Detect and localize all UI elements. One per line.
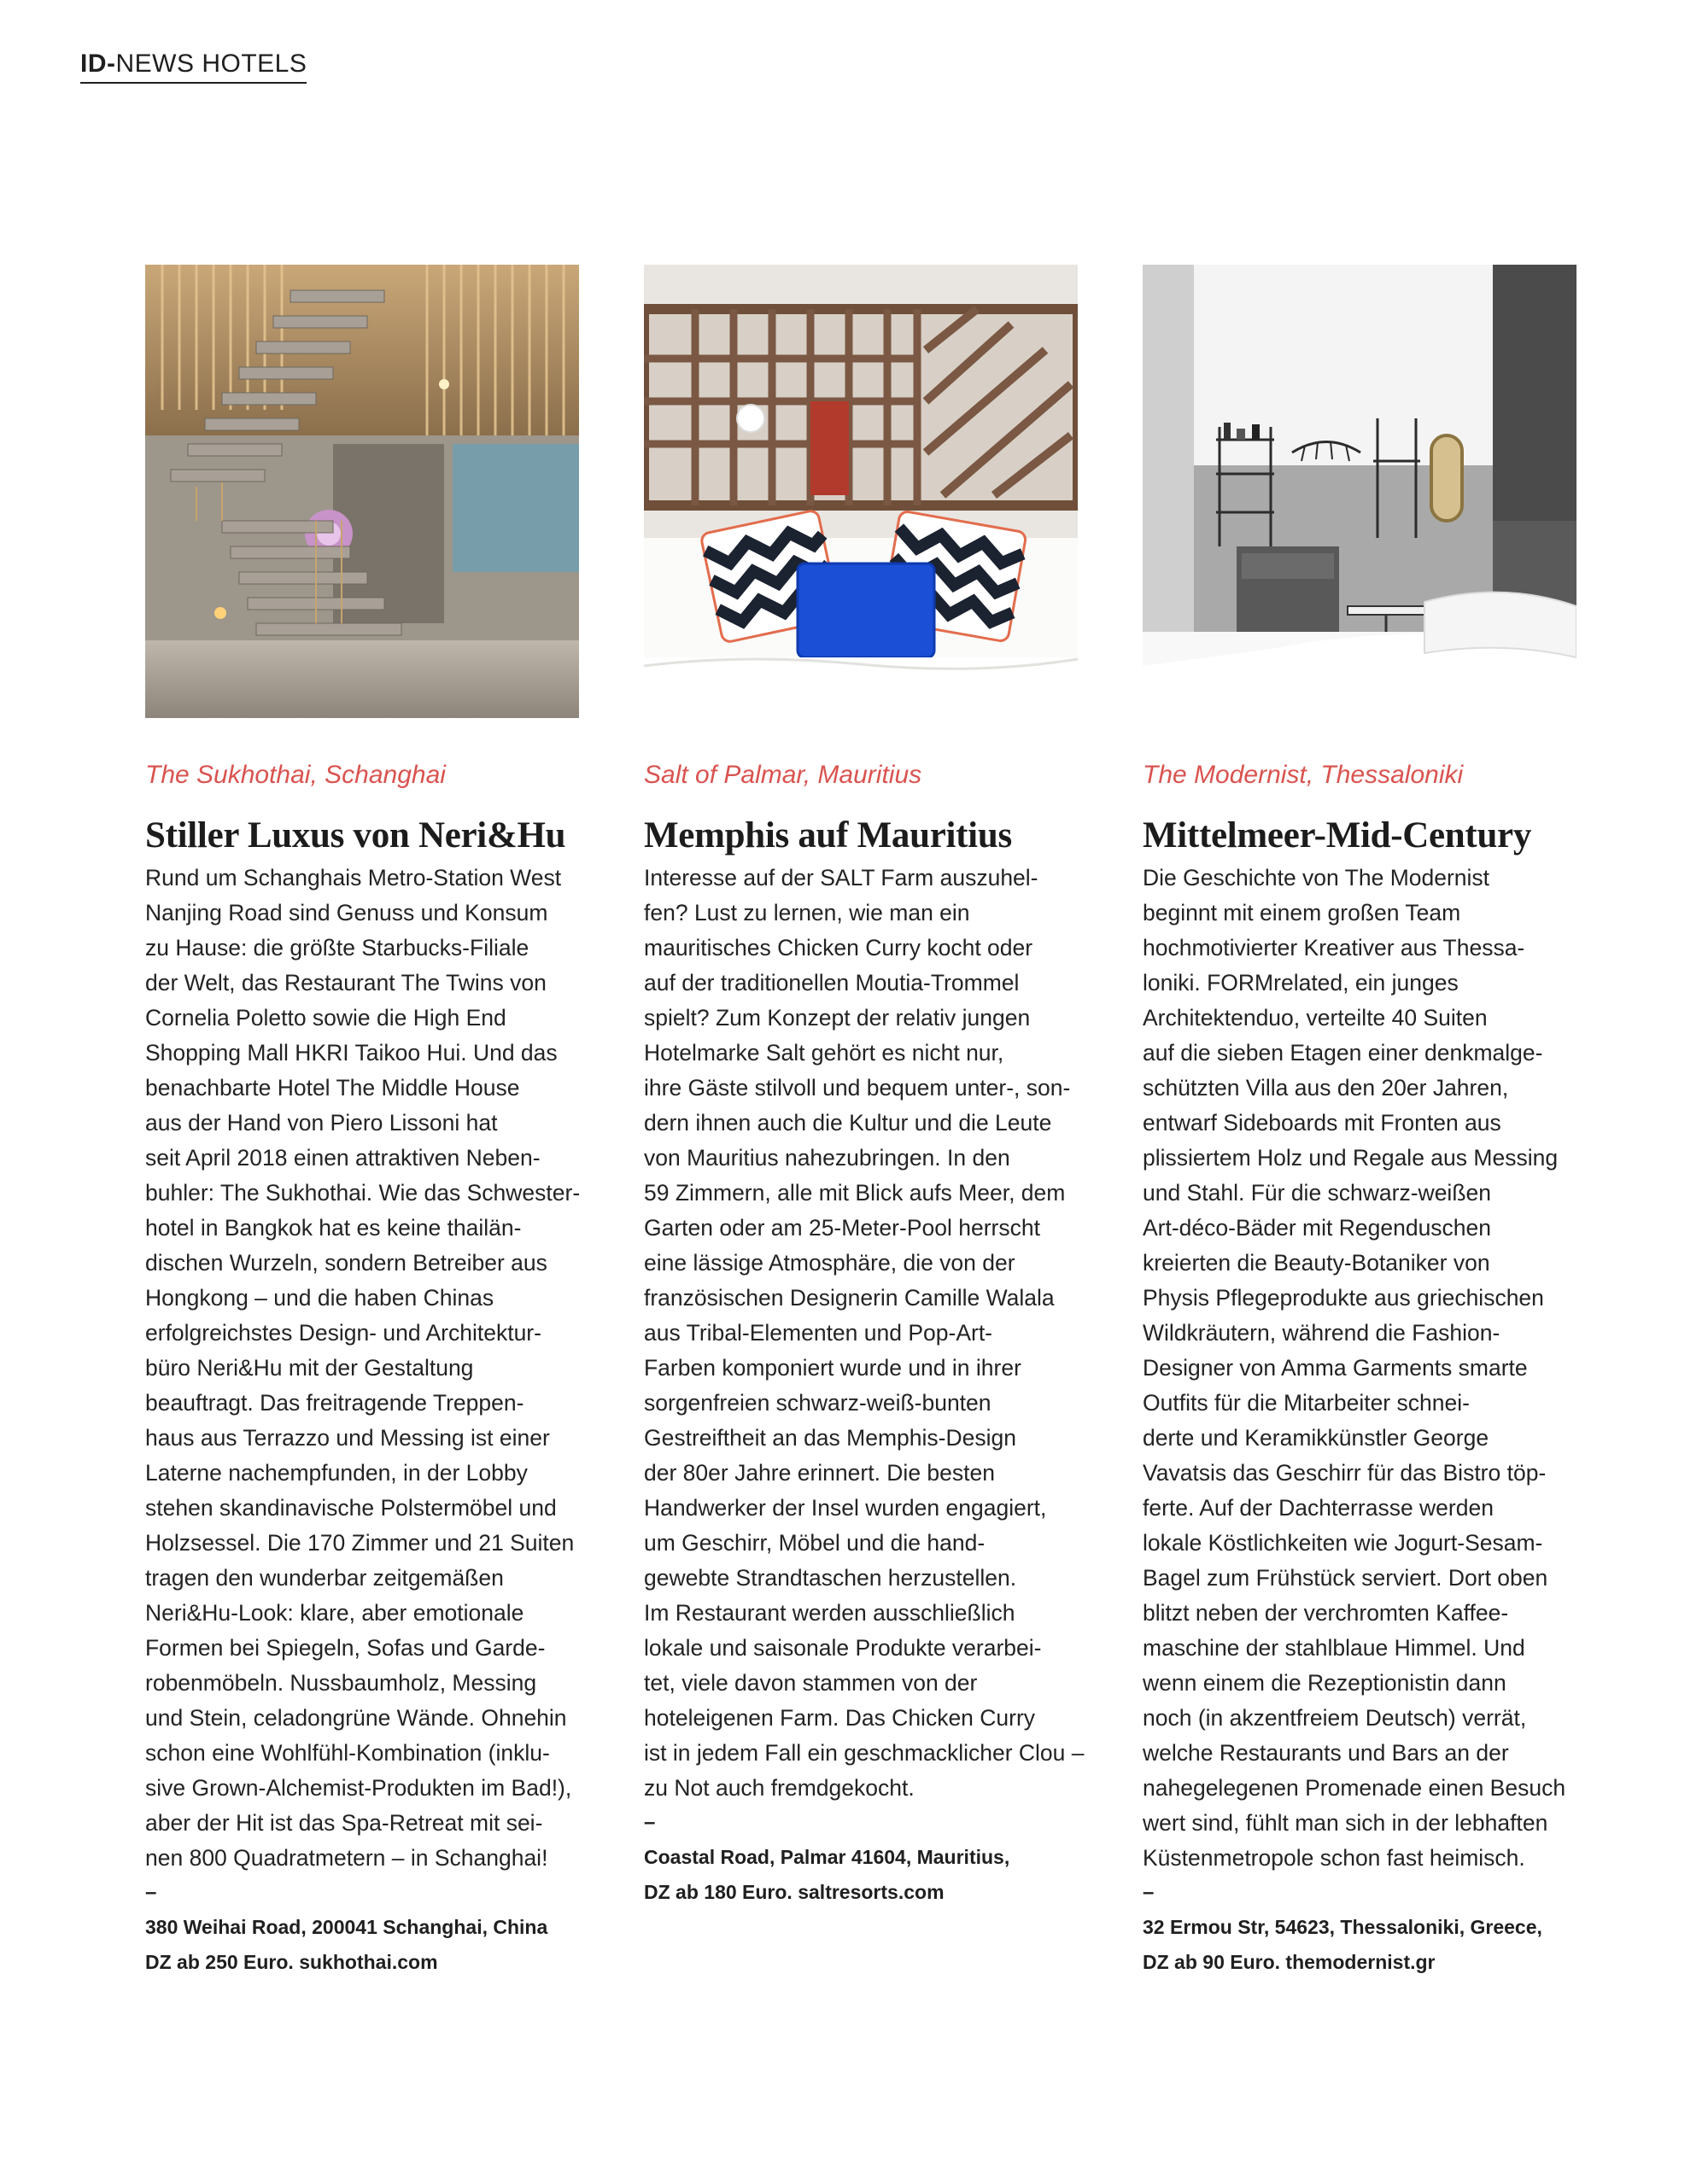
body-line: Rund um Schanghais Metro-Station West <box>145 865 562 891</box>
body-line: französischen Designerin Camille Walala <box>644 1285 1055 1311</box>
body-line: Holzsessel. Die 170 Zimmer und 21 Suiten <box>145 1530 575 1556</box>
body-line: derte und Keramikkünstler George <box>1143 1425 1489 1451</box>
body-line: Interesse auf der SALT Farm auszuhel- <box>644 865 1038 891</box>
article-body <box>644 861 1085 1806</box>
body-line: auf die sieben Etagen einer denkmalge- <box>1143 1040 1543 1066</box>
body-line: maschine der stahlblaue Himmel. Und <box>1143 1635 1525 1661</box>
body-line: beauftragt. Das freitragende Treppen- <box>145 1390 524 1416</box>
body-line: Art-déco-Bäder mit Regenduschen <box>1143 1215 1492 1241</box>
body-line: haus aus Terrazzo und Messing ist einer <box>145 1425 550 1451</box>
body-line: robenmöbeln. Nussbaumholz, Messing <box>145 1670 537 1696</box>
separator-dash: – <box>145 1881 157 1904</box>
body-line: Nanjing Road sind Genuss und Konsum <box>145 900 548 926</box>
body-line: und Stein, celadongrüne Wände. Ohnehin <box>145 1705 567 1731</box>
body-line: loniki. FORMrelated, ein junges <box>1143 970 1459 996</box>
body-line: welche Restaurants und Bars an der <box>1143 1740 1509 1766</box>
body-line: wenn einem die Rezeptionistin dann <box>1143 1670 1506 1696</box>
body-line: fen? Lust zu lernen, wie man ein <box>644 900 970 926</box>
body-line: und Stahl. Für die schwarz-weißen <box>1143 1180 1491 1206</box>
body-line: erfolgreichstes Design- und Architektur- <box>145 1320 541 1346</box>
hotel-location: Salt of Palmar, Mauritius <box>644 761 922 789</box>
body-line: Shopping Mall HKRI Taikoo Hui. Und das <box>145 1040 558 1066</box>
body-line: lokale Köstlichkeiten wie Jogurt-Sesam- <box>1143 1530 1543 1556</box>
article-salt-of-palmar <box>644 265 1085 1910</box>
body-line: Formen bei Spiegeln, Sofas und Garde- <box>145 1635 546 1661</box>
body-line: sive Grown-Alchemist-Produkten im Bad!), <box>145 1775 572 1801</box>
body-line: hotel in Bangkok hat es keine thailän- <box>145 1215 522 1241</box>
body-line: wert sind, fühlt man sich in der lebhaften <box>1143 1810 1548 1836</box>
article-sukhothai <box>145 265 579 1980</box>
article-headline: Mittelmeer-Mid-Century <box>1143 815 1532 855</box>
hotel-photo-bedroom <box>644 265 1078 718</box>
bed-pillows-image <box>644 265 1078 718</box>
body-line: Designer von Amma Garments smarte <box>1143 1355 1528 1381</box>
body-line: dern ihnen auch die Kultur und die Leute <box>644 1110 1052 1136</box>
article-body <box>1143 861 1576 1876</box>
body-line: Vavatsis das Geschirr für das Bistro töp- <box>1143 1460 1547 1486</box>
body-line: beginnt mit einem großen Team <box>1143 900 1461 926</box>
body-line: Gestreiftheit an das Memphis-Design <box>644 1425 1016 1451</box>
body-line: um Geschirr, Möbel und die hand- <box>644 1530 986 1556</box>
body-line: Cornelia Poletto sowie die High End <box>145 1005 506 1031</box>
body-line: Hotelmarke Salt gehört es nicht nur, <box>644 1040 1004 1066</box>
body-line: sorgenfreien schwarz-weiß-bunten <box>644 1390 991 1416</box>
body-line: nen 800 Quadratmetern – in Schanghai! <box>145 1845 548 1871</box>
body-line: gewebte Strandtaschen herzustellen. <box>644 1565 1017 1591</box>
body-line: Küstenmetropole schon fast heimisch. <box>1143 1845 1525 1871</box>
staircase-lobby-image <box>145 265 579 718</box>
body-line: schon eine Wohlfühl-Kombination (inklu- <box>145 1740 550 1766</box>
body-line: ist in jedem Fall ein geschmacklicher Clou – <box>644 1740 1085 1766</box>
body-line: mauritisches Chicken Curry kocht oder <box>644 935 1033 961</box>
body-line: eine lässige Atmosphäre, die von der <box>644 1250 1015 1276</box>
body-line: tragen den wunderbar zeitgemäßen <box>145 1565 504 1591</box>
body-line: blitzt neben der verchromten Kaffee- <box>1143 1600 1509 1626</box>
body-line: Architektenduo, verteilte 40 Suiten <box>1143 1005 1488 1031</box>
body-line: Hongkong – und die haben Chinas <box>145 1285 494 1311</box>
body-line: tet, viele davon stammen von der <box>644 1670 978 1696</box>
body-line: benachbarte Hotel The Middle House <box>145 1075 520 1101</box>
body-line: Laterne nachempfunden, in der Lobby <box>145 1460 528 1486</box>
body-line: plissiertem Holz und Regale aus Messing <box>1143 1145 1559 1171</box>
hotel-photo-staircase <box>145 265 579 718</box>
hotel-photo-room <box>1143 265 1576 718</box>
body-line: von Mauritius nahezubringen. In den <box>644 1145 1010 1171</box>
body-line: aus der Hand von Piero Lissoni hat <box>145 1110 498 1136</box>
article-headline: Stiller Luxus von Neri&Hu <box>145 815 566 855</box>
body-line: schützten Villa aus den 20er Jahren, <box>1143 1075 1509 1101</box>
body-line: Garten oder am 25-Meter-Pool herrscht <box>644 1215 1040 1241</box>
body-line: aber der Hit ist das Spa-Retreat mit sei- <box>145 1810 543 1836</box>
body-line: zu Not auch fremdgekocht. <box>644 1775 915 1801</box>
magazine-brand: ID- <box>80 50 116 78</box>
separator-dash: – <box>1143 1881 1155 1904</box>
article-headline: Memphis auf Mauritius <box>644 815 1012 855</box>
body-line: noch (in akzentfreiem Deutsch) verrät, <box>1143 1705 1527 1731</box>
body-line: der Welt, das Restaurant The Twins von <box>145 970 547 996</box>
modern-room-image <box>1143 265 1576 718</box>
body-line: Die Geschichte von The Modernist <box>1143 865 1490 891</box>
hotel-address: Coastal Road, Palmar 41604, Mauritius, <box>644 1846 1010 1868</box>
separator-dash: – <box>644 1811 656 1834</box>
hotel-price-website: DZ ab 180 Euro. saltresorts.com <box>644 1881 945 1903</box>
body-line: Farben komponiert wurde und in ihrer <box>644 1355 1021 1381</box>
body-line: nahegelegenen Promenade einen Besuch <box>1143 1775 1566 1801</box>
hotel-address: 380 Weihai Road, 200041 Schanghai, China <box>145 1916 548 1938</box>
body-line: hochmotivierter Kreativer aus Thessa- <box>1143 935 1525 961</box>
body-line: ferte. Auf der Dachterrasse werden <box>1143 1495 1494 1521</box>
article-body <box>145 861 579 1876</box>
section-tag <box>80 50 307 84</box>
section-name: NEWS HOTELS <box>115 50 307 78</box>
body-line: Bagel zum Frühstück serviert. Dort oben <box>1143 1565 1548 1591</box>
body-line: dischen Wurzeln, sondern Betreiber aus <box>145 1250 547 1276</box>
body-line: entwarf Sideboards mit Fronten aus <box>1143 1110 1501 1136</box>
body-line: Neri&Hu-Look: klare, aber emotionale <box>145 1600 524 1626</box>
body-line: aus Tribal-Elementen und Pop-Art- <box>644 1320 993 1346</box>
body-line: Physis Pflegeprodukte aus griechischen <box>1143 1285 1544 1311</box>
article-modernist <box>1143 265 1576 1980</box>
hotel-price-website: DZ ab 250 Euro. sukhothai.com <box>145 1951 438 1973</box>
body-line: seit April 2018 einen attraktiven Neben- <box>145 1145 541 1171</box>
body-line: büro Neri&Hu mit der Gestaltung <box>145 1355 474 1381</box>
body-line: zu Hause: die größte Starbucks-Filiale <box>145 935 529 961</box>
body-line: 59 Zimmern, alle mit Blick aufs Meer, dem <box>644 1180 1066 1206</box>
hotel-location: The Sukhothai, Schanghai <box>145 761 446 789</box>
hotel-address: 32 Ermou Str, 54623, Thessaloniki, Greece, <box>1143 1916 1542 1938</box>
body-line: ihre Gäste stilvoll und bequem unter-, son- <box>644 1075 1071 1101</box>
body-line: hoteleigenen Farm. Das Chicken Curry <box>644 1705 1036 1731</box>
body-line: lokale und saisonale Produkte verarbei- <box>644 1635 1042 1661</box>
body-line: buhler: The Sukhothai. Wie das Schwester- <box>145 1180 581 1206</box>
body-line: Wildkräutern, während die Fashion- <box>1143 1320 1500 1346</box>
body-line: spielt? Zum Konzept der relativ jungen <box>644 1005 1031 1031</box>
body-line: stehen skandinavische Polstermöbel und <box>145 1495 557 1521</box>
body-line: Handwerker der Insel wurden engagiert, <box>644 1495 1047 1521</box>
hotel-location: The Modernist, Thessaloniki <box>1143 761 1464 789</box>
hotel-price-website: DZ ab 90 Euro. themodernist.gr <box>1143 1951 1436 1973</box>
body-line: Im Restaurant werden ausschließlich <box>644 1600 1015 1626</box>
body-line: auf der traditionellen Moutia-Trommel <box>644 970 1020 996</box>
body-line: Outfits für die Mitarbeiter schnei- <box>1143 1390 1470 1416</box>
body-line: kreierten die Beauty-Botaniker von <box>1143 1250 1490 1276</box>
body-line: der 80er Jahre erinnert. Die besten <box>644 1460 995 1486</box>
